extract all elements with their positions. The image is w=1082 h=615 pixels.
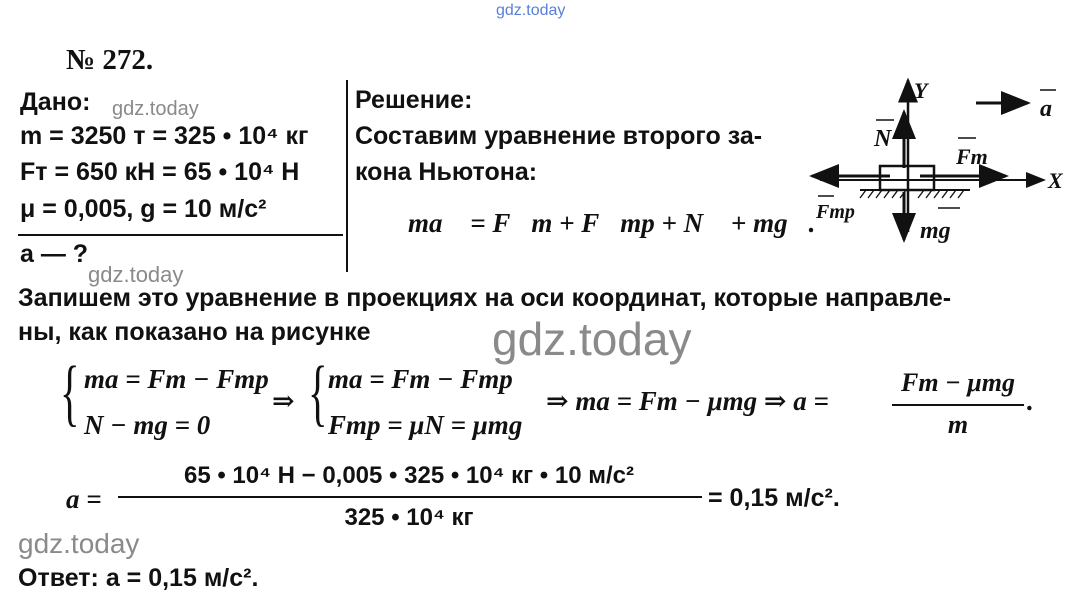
normal-force-label: N — [874, 126, 892, 152]
implies-arrow-1: ⇒ — [272, 386, 295, 416]
force-diagram — [800, 72, 1080, 252]
numeric-result: = 0,15 м/с². — [708, 484, 840, 512]
watermark-given: gdz.today — [112, 98, 199, 120]
system-1-eq-1: ma = Fт − Fтр — [84, 364, 269, 394]
watermark-bottom: gdz.today — [18, 528, 140, 559]
watermark-left-mid: gdz.today — [88, 262, 184, 287]
given-force: Fт = 650 кН = 65 • 10⁴ Н — [20, 158, 300, 186]
formula-numerator: Fт − μmg — [900, 368, 1015, 397]
given-mass: m = 3250 т = 325 • 10⁴ кг — [20, 122, 309, 150]
x-axis-label: X — [1048, 168, 1063, 193]
projection-text-line-1: Запишем это уравнение в проекциях на оси координат, которые направле- — [18, 284, 952, 312]
system-1-eq-2: N − mg = 0 — [84, 410, 211, 440]
given-underline — [18, 234, 343, 236]
given-divider — [346, 80, 348, 272]
solution-line-2: кона Ньютона: — [355, 158, 538, 186]
acceleration-label: a — [1040, 96, 1052, 122]
friction-force-label: Fтр — [816, 201, 855, 223]
traction-force-label: Fт — [956, 144, 988, 169]
projection-text-line-2: ны, как показано на рисунке — [18, 318, 371, 346]
solution-line-1: Составим уравнение второго за- — [355, 122, 763, 150]
given-find: a — ? — [20, 240, 89, 268]
given-heading: Дано: — [20, 88, 91, 116]
watermark-center: gdz.today — [492, 313, 692, 365]
numeric-fraction-bar — [118, 496, 702, 498]
y-axis-label: Y — [914, 78, 928, 103]
solution-heading: Решение: — [355, 86, 473, 114]
answer: Ответ: a = 0,15 м/с². — [18, 564, 259, 592]
numeric-denominator: 325 • 10⁴ кг — [344, 504, 474, 531]
formula-fraction-bar — [892, 404, 1024, 406]
gravity-label: mg — [920, 218, 951, 244]
system-2-eq-1: ma = Fт − Fтр — [328, 364, 513, 394]
formula-period: . — [1026, 386, 1033, 416]
numeric-lhs: a = — [66, 484, 102, 514]
formula-denominator: m — [947, 410, 969, 439]
problem-number: № 272. — [66, 44, 154, 76]
watermark-top: gdz.today — [496, 2, 566, 19]
acceleration-derivation: ⇒ ma = Fт − μmg ⇒ a = — [546, 386, 829, 416]
system-1-brace: { — [60, 352, 80, 434]
newton-equation: ma⃗ = F⃗т + F⃗тр + N⃗ + mg⃗. — [408, 208, 816, 238]
numeric-numerator: 65 • 10⁴ Н − 0,005 • 325 • 10⁴ кг • 10 м/с² — [183, 462, 635, 489]
given-friction: μ = 0,005, g = 10 м/с² — [20, 195, 267, 223]
system-2-brace: { — [308, 352, 328, 434]
system-2-eq-2: Fтр = μN = μmg — [328, 410, 523, 440]
